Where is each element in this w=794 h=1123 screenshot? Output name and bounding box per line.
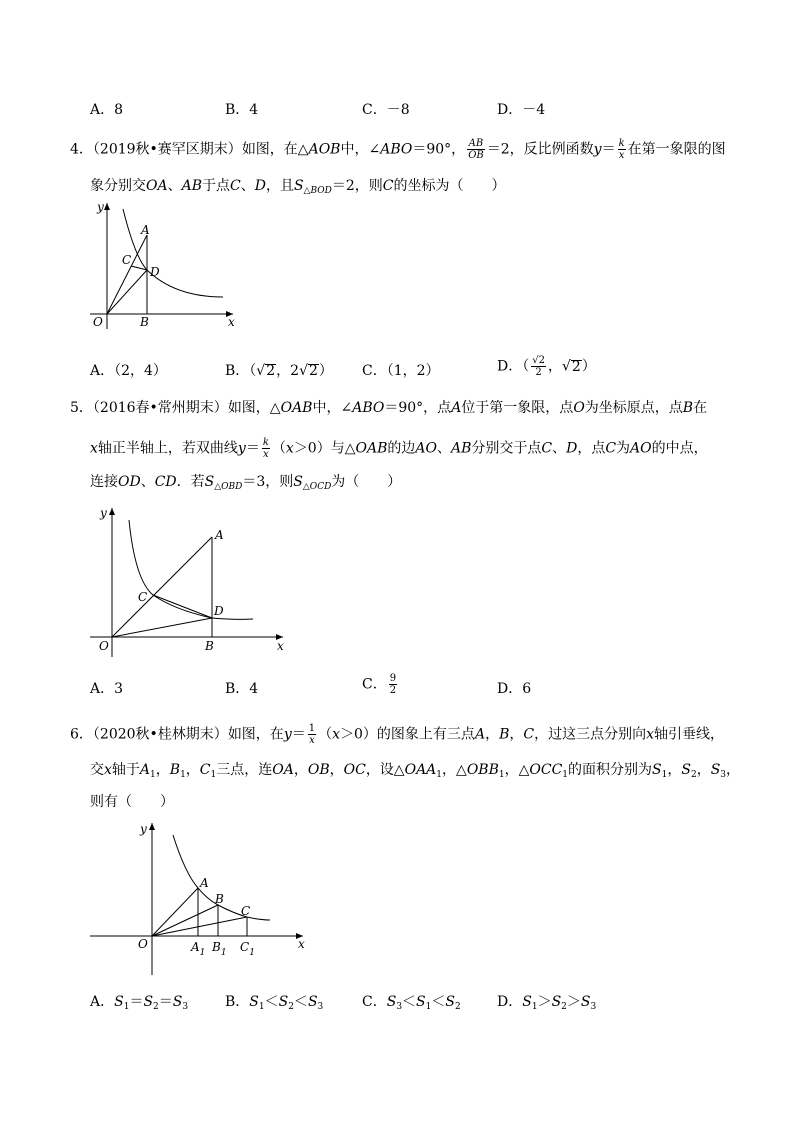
q6-label-y: y (140, 822, 147, 836)
q5-source: （2016春•常州期末） (92, 400, 228, 416)
q5-option-d: D．6 (497, 681, 532, 697)
q5-stem-line2: x轴正半轴上，若双曲线y＝ $\frac{k}{x}$ （x＞0）与△OAB的边AO、AB分别交于点C、D，点C为AO的中点， (90, 437, 708, 460)
q4-stem-line2: 象分别交OA、AB于点C、D，且$S_{\triangle BOD}=2$，则C的坐标为（ ） (90, 178, 506, 196)
q6-label-x: x (298, 937, 305, 951)
q6-stem-line3: 则有（ ） (90, 794, 174, 810)
q4-label-d: D (150, 265, 160, 279)
q4-label-b: B (140, 315, 149, 329)
q5-label-a: A (215, 528, 224, 542)
q4-option-b: B．（√2，2√2） (225, 363, 333, 379)
q6-figure (85, 815, 315, 980)
q6-function-fraction: $\frac{1}{x}$ (308, 723, 316, 746)
q3-option-d: D．－4 (497, 102, 546, 118)
q3-option-c: C．－8 (362, 102, 410, 118)
q6-label-b1: $B_1$ (212, 940, 227, 958)
q6-option-a: A．$S_1=S_2=S_3$ (90, 994, 189, 1012)
q6-label-a: A (200, 876, 209, 890)
q4-source: （2019秋•赛罕区期末） (92, 141, 242, 158)
q6-source: （2020秋•桂林期末） (92, 726, 228, 743)
q5-stem-line3: 连接OD、CD．若$S_{\triangle OBD}=3$，则$S_{\triangle OCD}$为（ ） (90, 474, 402, 492)
q3-option-a: A．8 (90, 102, 124, 118)
q5-option-a: A．3 (90, 681, 124, 697)
q4-number: 4． (70, 141, 93, 158)
q4-label-x: x (228, 315, 235, 329)
q4-function-fraction: $\frac{k}{x}$ (618, 138, 625, 161)
q6-label-c: C (241, 904, 251, 918)
q6-label-b: B (215, 892, 224, 906)
q5-option-b: B．4 (225, 681, 259, 697)
q4-stem-line1: 4．（2019秋•赛罕区期末）如图，在△AOB中，∠ABO＝90°， $\frac{AB}{OB}$ ＝2，反比例函数y＝ $\frac{k}{x}$ 在第一象限的图 (70, 138, 726, 161)
q5-label-c: C (138, 590, 148, 604)
q4-label-a: A (141, 223, 150, 237)
q5-stem-line1: 5．（2016春•常州期末）如图，△OAB中，∠ABO＝90°，点A位于第一象限，点O为坐标原点，点B在 (70, 400, 708, 416)
q6-number: 6． (70, 726, 93, 743)
q5-label-d: D (214, 604, 224, 618)
q6-option-b: B．$S_1<S_2<S_3$ (225, 994, 324, 1012)
q4-ratio-fraction: $\frac{AB}{OB}$ (468, 138, 484, 161)
q6-option-d: D．$S_1>S_2>S_3$ (497, 994, 597, 1012)
q3-option-b: B．4 (225, 102, 259, 118)
q4-option-a: A．（2，4） (90, 363, 167, 379)
q4-option-c: C．（1，2） (362, 363, 440, 379)
q5-label-b: B (205, 639, 214, 653)
q5-label-x: x (277, 639, 284, 653)
q5-function-fraction: $\frac{k}{x}$ (262, 437, 269, 460)
q4-figure (85, 197, 245, 332)
q6-label-o: O (138, 937, 148, 951)
q4-label-o: O (93, 315, 103, 329)
q5-number: 5． (70, 400, 93, 416)
q5-label-y: y (100, 506, 107, 520)
q6-label-c1: $C_1$ (240, 940, 255, 958)
q4-option-d: D．（ $\frac{√2}{2}$ ，√2） (497, 355, 596, 378)
q6-option-c: C．$S_3<S_1<S_2$ (362, 994, 461, 1012)
q5-figure (85, 500, 295, 660)
q6-stem-line1: 6．（2020秋•桂林期末）如图，在y＝ $\frac{1}{x}$ （x＞0）的图象上有三点A，B，C，过这三点分别向x轴引垂线， (70, 723, 724, 746)
q5-label-o: O (99, 639, 109, 653)
q6-label-a1: $A_1$ (191, 940, 206, 958)
q4-label-y: y (97, 200, 104, 214)
q4-label-c: C (122, 253, 132, 267)
q5-option-c: C． $\frac{9}{2}$ (362, 673, 397, 696)
q6-stem-line2: 交x轴于$A_1$，$B_1$，$C_1$三点，连OA，OB，OC，设$\triangle OAA_1$，$\triangle OBB_1$，$\triangle OCC_1$的面积分别为$S_1$，$S_2$，$S_3$， (90, 762, 741, 780)
